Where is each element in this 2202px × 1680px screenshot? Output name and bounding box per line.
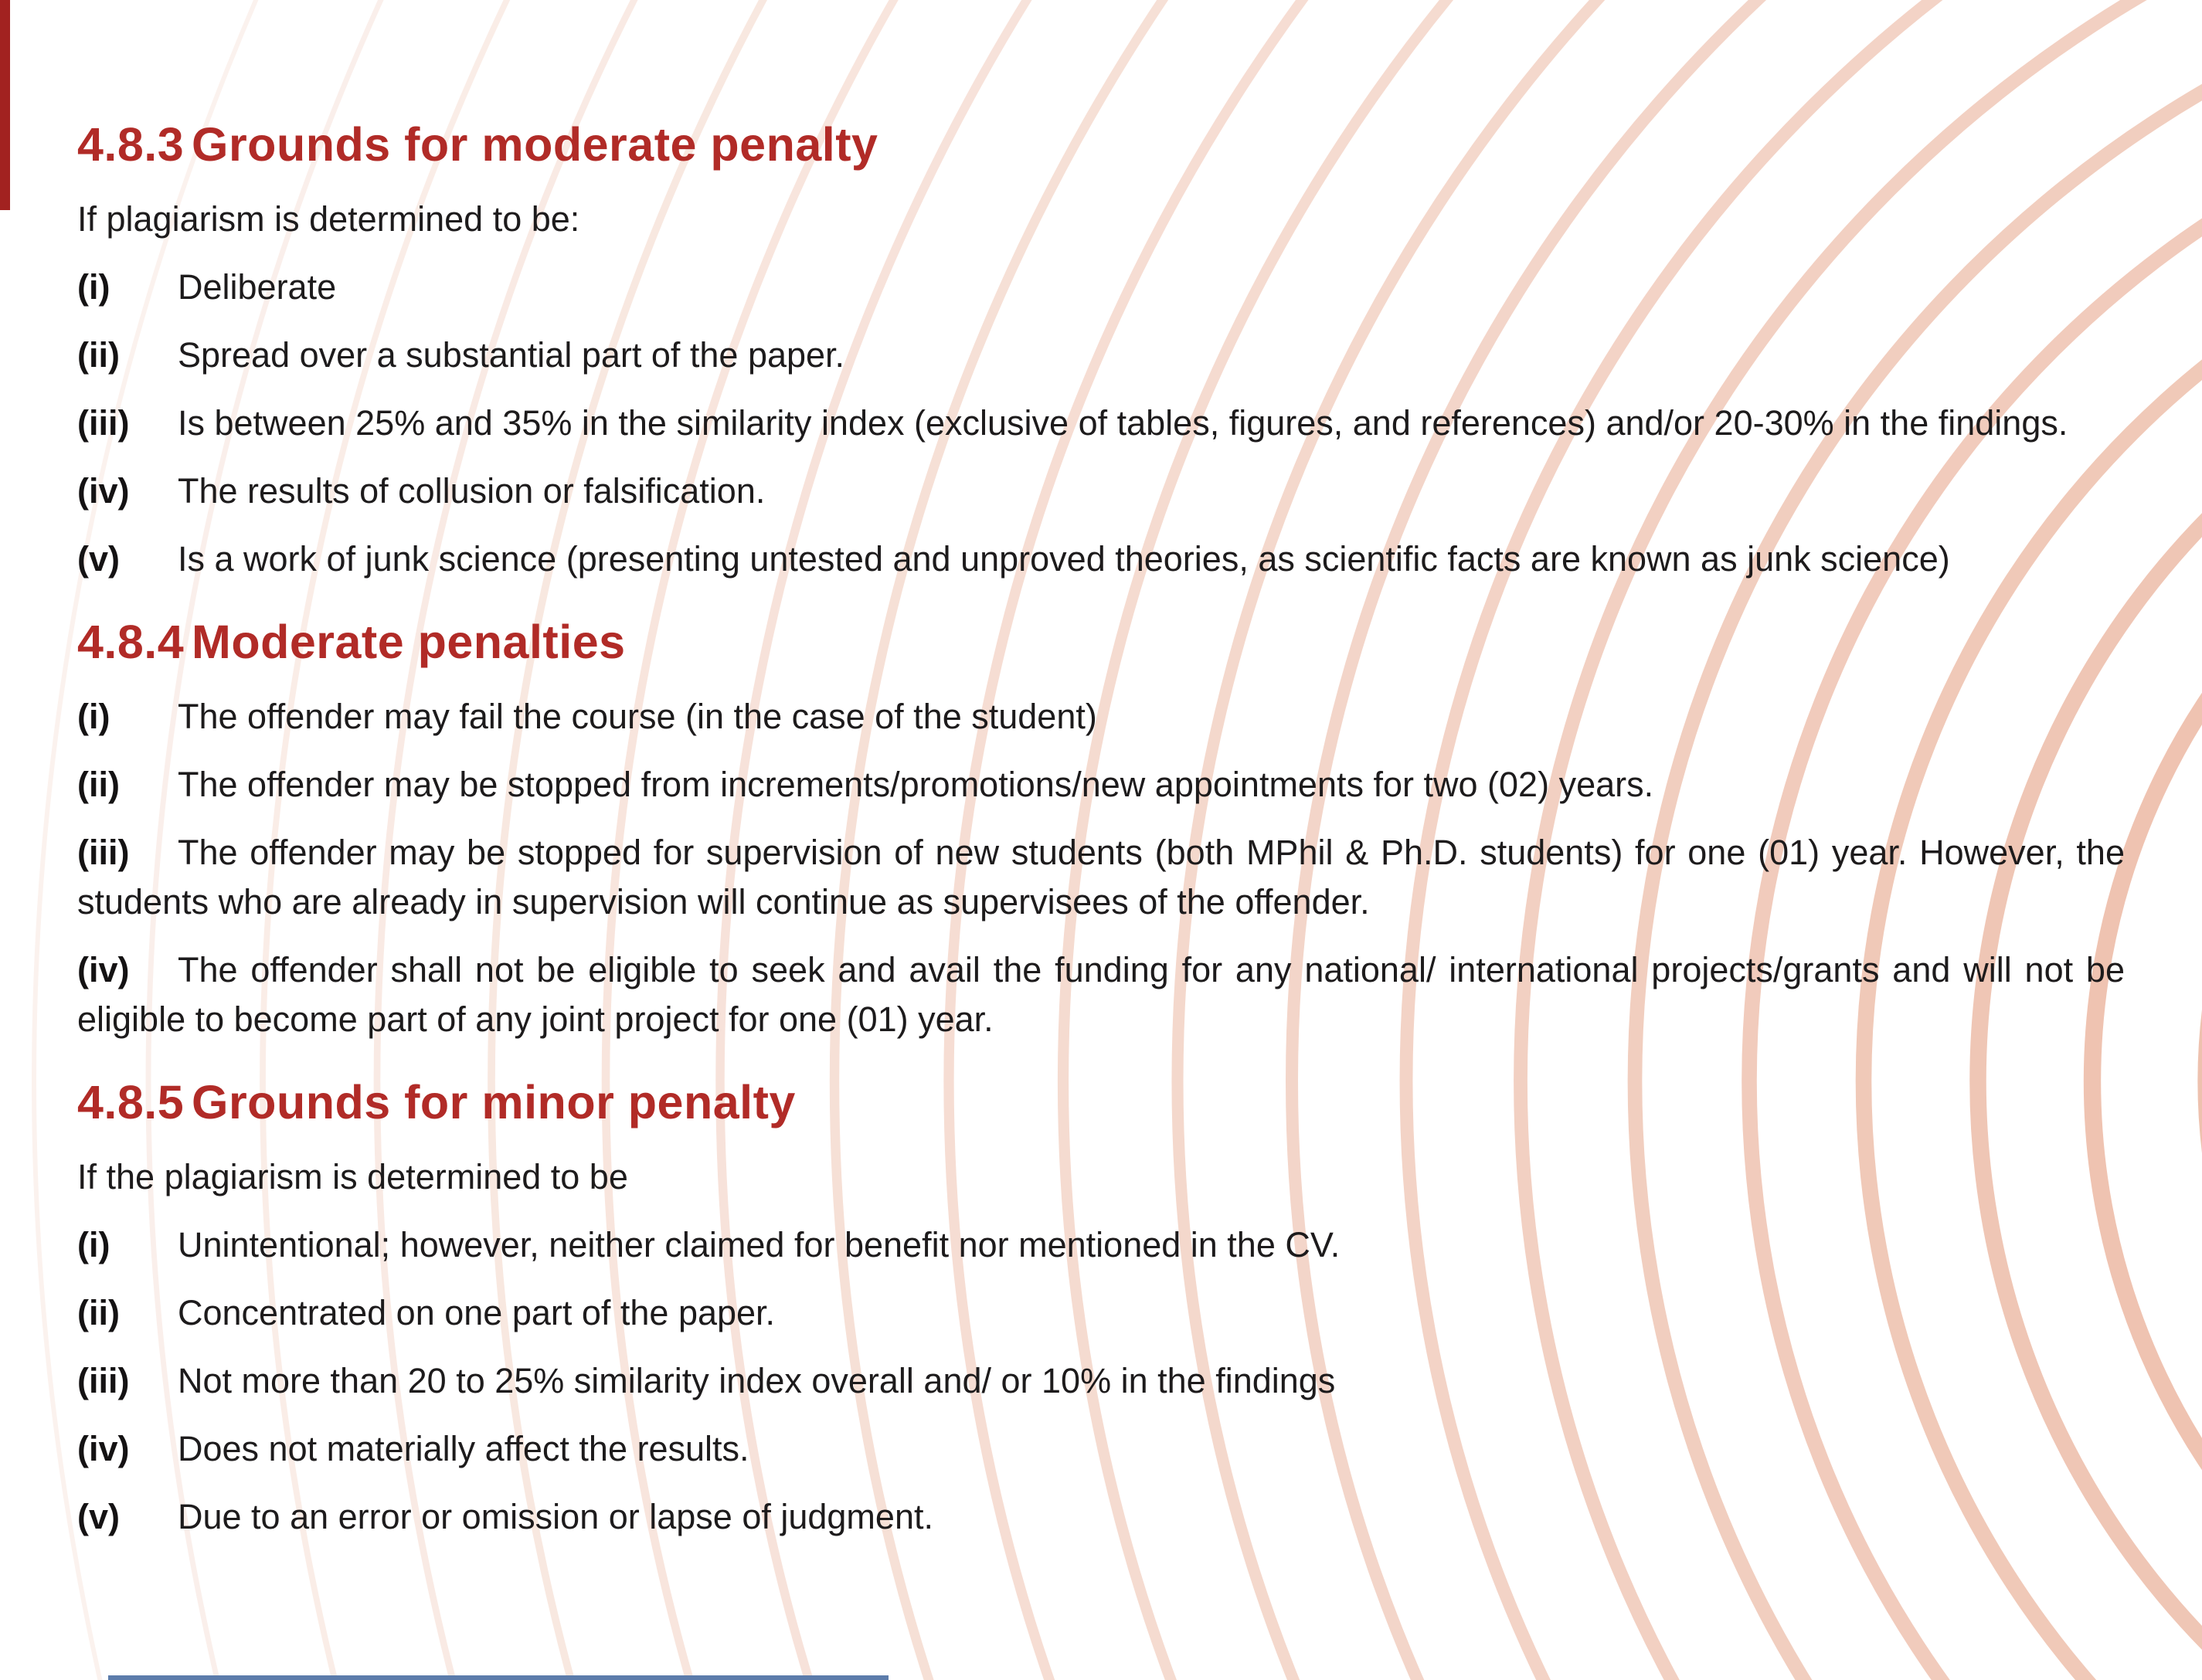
list-item [77,1492,2125,1542]
item-marker: (ii) [77,765,120,804]
list-item [77,692,2125,742]
list-item [77,1220,2125,1270]
item-marker: (ii) [77,335,120,375]
section-title: Grounds for minor penalty [192,1076,796,1128]
item-marker: (i) [77,267,110,307]
item-marker: (iv) [77,950,130,989]
list-item [77,1356,2125,1406]
item-marker: (iii) [77,1361,130,1400]
section-heading-4.8.4 [77,612,2125,672]
item-text: Does not materially affect the results. [178,1429,749,1468]
item-marker: (v) [77,1497,120,1536]
item-marker: (iv) [77,471,130,511]
list-item [77,1288,2125,1338]
item-text: Deliberate [178,267,337,307]
list-item [77,535,2125,584]
bottom-edge-blue-line [108,1675,889,1680]
item-text: Spread over a substantial part of the paper. [178,335,845,375]
item-text: Not more than 20 to 25% similarity index overall and/ or 10% in the findings [178,1361,1336,1400]
item-text: The offender may fail the course (in the case of the student) [178,697,1097,736]
item-text: Is between 25% and 35% in the similarity index (exclusive of tables, figures, and references) and/or 20-30% in the findings. [178,403,2068,443]
section-number: 4.8.4 [77,616,185,668]
section-intro: If the plagiarism is determined to be [77,1157,628,1196]
item-marker: (i) [77,1225,110,1264]
item-text: Unintentional; however, neither claimed for benefit nor mentioned in the CV. [178,1225,1341,1264]
left-edge-red-bar [0,0,10,210]
item-marker: (iii) [77,403,130,443]
section-number: 4.8.5 [77,1076,185,1128]
section-title: Moderate penalties [192,616,626,668]
list-item [77,263,2125,312]
item-text: Is a work of junk science (presenting untested and unproved theories, as scientific facts are known as junk science) [178,539,1950,579]
list-item [77,1424,2125,1474]
item-text: Concentrated on one part of the paper. [178,1293,776,1332]
list-item [77,399,2125,448]
item-text: The offender may be stopped from increments/promotions/new appointments for two (02) years. [178,765,1654,804]
item-marker: (ii) [77,1293,120,1332]
list-item [77,467,2125,516]
item-text: Due to an error or omission or lapse of judgment. [178,1497,933,1536]
item-text: The results of collusion or falsification. [178,471,766,511]
section-number: 4.8.3 [77,118,185,171]
section-heading-4.8.3 [77,114,2125,175]
item-text: The offender shall not be eligible to seek and avail the funding for any national/ international projects/grants and will not be eligible to become part of any joint project for one (01) year. [77,950,2125,1039]
item-marker: (i) [77,697,110,736]
list-item [77,945,2125,1044]
section-title: Grounds for moderate penalty [192,118,878,171]
policy-document-content [77,114,2125,1560]
list-item [77,828,2125,927]
list-item [77,760,2125,809]
item-marker: (v) [77,539,120,579]
section-intro: If plagiarism is determined to be: [77,199,580,239]
item-marker: (iii) [77,833,130,872]
section-heading-4.8.5 [77,1072,2125,1132]
item-text: The offender may be stopped for supervision of new students (both MPhil & Ph.D. students) for one (01) year. However, the students who are already in supervision will continue as supervisees of the offender. [77,833,2125,921]
item-marker: (iv) [77,1429,130,1468]
list-item [77,331,2125,380]
